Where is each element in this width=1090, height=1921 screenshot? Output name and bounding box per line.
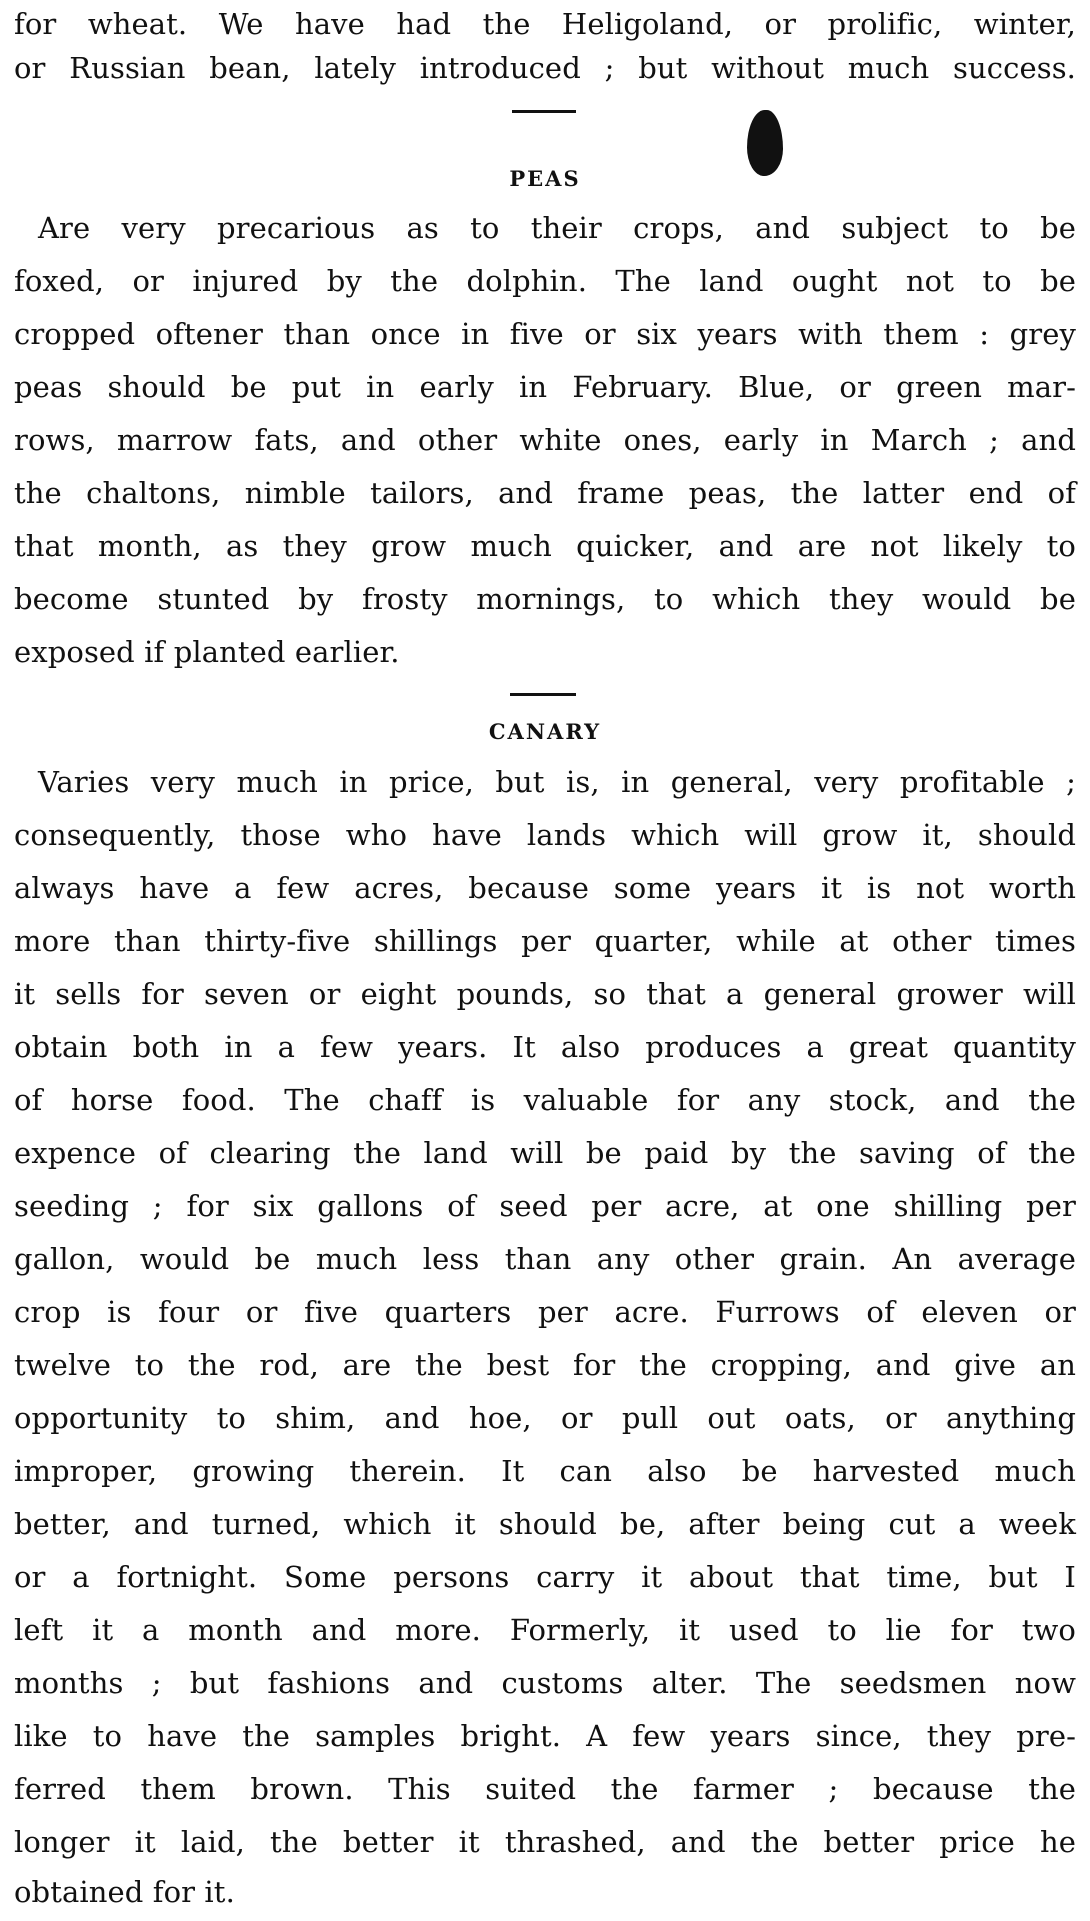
canary-line-6: obtain both in a few years. It also produces a great quantity (14, 1030, 1076, 1064)
peas-line-8: become stunted by frosty mornings, to which they would be (14, 582, 1076, 616)
canary-line-18: months ; but fashions and customs alter. The seedsmen now (14, 1666, 1076, 1700)
canary-line-22: obtained for it. (14, 1875, 235, 1909)
peas-separator-rule (512, 110, 576, 113)
canary-line-8: expence of clearing the land will be paid by the saving of the (14, 1136, 1076, 1170)
peas-line-2: foxed, or injured by the dolphin. The land ought not to be (14, 264, 1076, 298)
canary-line-13: opportunity to shim, and hoe, or pull out oats, or anything (14, 1401, 1076, 1435)
peas-line-3: cropped oftener than once in five or six years with them : grey (14, 317, 1076, 351)
canary-line-7: of horse food. The chaff is valuable for any stock, and the (14, 1083, 1076, 1117)
canary-line-12: twelve to the rod, are the best for the cropping, and give an (14, 1348, 1076, 1382)
canary-line-10: gallon, would be much less than any other grain. An average (14, 1242, 1076, 1276)
canary-line-20: ferred them brown. This suited the farmer ; because the (14, 1772, 1076, 1806)
canary-separator-rule (510, 693, 576, 696)
canary-heading: CANARY (488, 719, 602, 744)
peas-line-1: Are very precarious as to their crops, and subject to be (38, 211, 1076, 245)
peas-line-4: peas should be put in early in February. Blue, or green mar- (14, 370, 1076, 404)
canary-line-11: crop is four or five quarters per acre. Furrows of eleven or (14, 1295, 1076, 1329)
peas-line-6: the chaltons, nimble tailors, and frame peas, the latter end of (14, 476, 1076, 510)
canary-line-21: longer it laid, the better it thrashed, and the better price he (14, 1825, 1076, 1859)
canary-line-15: better, and turned, which it should be, after being cut a week (14, 1507, 1076, 1541)
canary-line-9: seeding ; for six gallons of seed per acre, at one shilling per (14, 1189, 1076, 1223)
peas-line-7: that month, as they grow much quicker, and are not likely to (14, 529, 1076, 563)
peas-heading: PEAS (509, 166, 581, 191)
canary-line-4: more than thirty-five shillings per quarter, while at other times (14, 924, 1076, 958)
peas-line-5: rows, marrow fats, and other white ones, early in March ; and (14, 423, 1076, 457)
canary-line-16: or a fortnight. Some persons carry it about that time, but I (14, 1560, 1076, 1594)
canary-line-3: always have a few acres, because some years it is not worth (14, 871, 1076, 905)
intro-line-1: for wheat. We have had the Heligoland, or prolific, winter, (14, 7, 1076, 41)
canary-line-14: improper, growing therein. It can also be harvested much (14, 1454, 1076, 1488)
intro-line-2: or Russian bean, lately introduced ; but without much success. (14, 51, 1076, 85)
canary-line-1: Varies very much in price, but is, in general, very profitable ; (38, 765, 1076, 799)
canary-line-17: left it a month and more. Formerly, it used to lie for two (14, 1613, 1076, 1647)
canary-line-5: it sells for seven or eight pounds, so that a general grower will (14, 977, 1076, 1011)
canary-line-2: consequently, those who have lands which will grow it, should (14, 818, 1076, 852)
peas-line-9: exposed if planted earlier. (14, 635, 400, 669)
canary-line-19: like to have the samples bright. A few years since, they pre- (14, 1719, 1076, 1753)
